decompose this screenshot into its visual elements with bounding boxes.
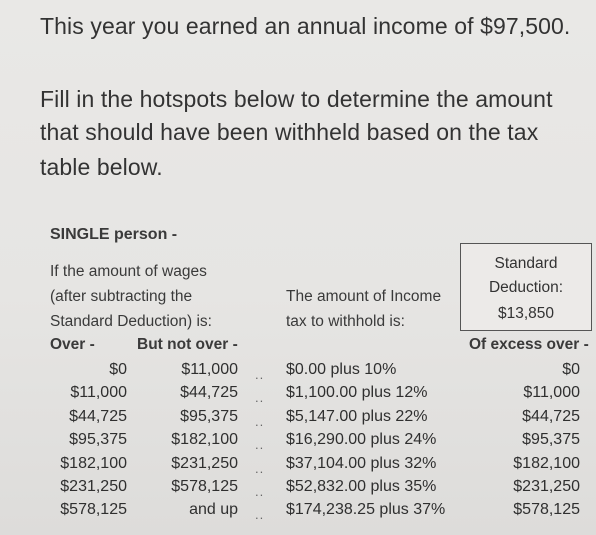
wage-caption-line-1: If the amount of wages — [50, 263, 207, 280]
cell-over: $231,250 — [60, 478, 127, 495]
income-statement: This year you earned an annual income of $97,500. — [40, 13, 571, 39]
cell-excess-over: $44,725 — [522, 408, 580, 425]
standard-deduction-box — [460, 243, 592, 331]
table-title: SINGLE person - — [50, 226, 178, 243]
instruction-line-1: Fill in the hotspots below to determine the amount — [40, 86, 553, 112]
wage-caption-line-3: Standard Deduction) is: — [50, 313, 212, 330]
cell-excess-over: $0 — [562, 361, 580, 378]
cell-excess-over: $11,000 — [523, 384, 580, 401]
row-dots: .. — [255, 461, 265, 476]
row-dots: .. — [255, 367, 265, 382]
col-header-over: Over - — [50, 336, 95, 353]
withhold-caption-line-1: The amount of Income — [286, 288, 442, 305]
row-dots: .. — [255, 484, 265, 499]
cell-not-over: $578,125 — [171, 478, 238, 495]
instruction-line-3: table below. — [40, 154, 163, 180]
cell-not-over: $182,100 — [171, 431, 238, 448]
standard-deduction-amount: $13,850 — [497, 305, 555, 322]
row-dots: .. — [255, 390, 265, 405]
cell-tax: $37,104.00 plus 32% — [286, 455, 437, 472]
wage-caption-line-2: (after subtracting the — [50, 288, 193, 305]
row-dots: .. — [255, 414, 265, 429]
cell-over: $44,725 — [69, 408, 127, 425]
cell-over: $95,375 — [69, 431, 127, 448]
cell-excess-over: $95,375 — [522, 431, 580, 448]
cell-not-over: $95,375 — [180, 408, 238, 425]
cell-tax: $5,147.00 plus 22% — [286, 408, 428, 425]
col-header-but-not-over: But not over - — [137, 336, 238, 353]
instruction-line-2: that should have been withheld based on the tax — [40, 119, 539, 145]
cell-not-over: $231,250 — [171, 455, 238, 472]
cell-not-over: $11,000 — [181, 361, 238, 378]
withhold-caption-line-2: tax to withhold is: — [286, 313, 405, 330]
row-dots: .. — [255, 437, 265, 452]
cell-excess-over: $578,125 — [513, 501, 580, 518]
cell-tax: $52,832.00 plus 35% — [286, 478, 437, 495]
standard-deduction-label-2: Deduction: — [488, 279, 564, 296]
row-dots: .. — [255, 507, 265, 522]
cell-excess-over: $182,100 — [513, 455, 580, 472]
col-header-excess-over: Of excess over - — [469, 336, 589, 353]
cell-over: $11,000 — [70, 384, 127, 401]
cell-over: $182,100 — [60, 455, 127, 472]
cell-not-over: and up — [189, 501, 238, 518]
cell-excess-over: $231,250 — [513, 478, 580, 495]
cell-tax: $1,100.00 plus 12% — [286, 384, 428, 401]
cell-tax: $174,238.25 plus 37% — [286, 501, 446, 518]
cell-over: $578,125 — [60, 501, 127, 518]
cell-tax: $0.00 plus 10% — [286, 361, 397, 378]
cell-over: $0 — [109, 361, 127, 378]
cell-tax: $16,290.00 plus 24% — [286, 431, 437, 448]
standard-deduction-label-1: Standard — [494, 255, 558, 272]
cell-not-over: $44,725 — [180, 384, 238, 401]
